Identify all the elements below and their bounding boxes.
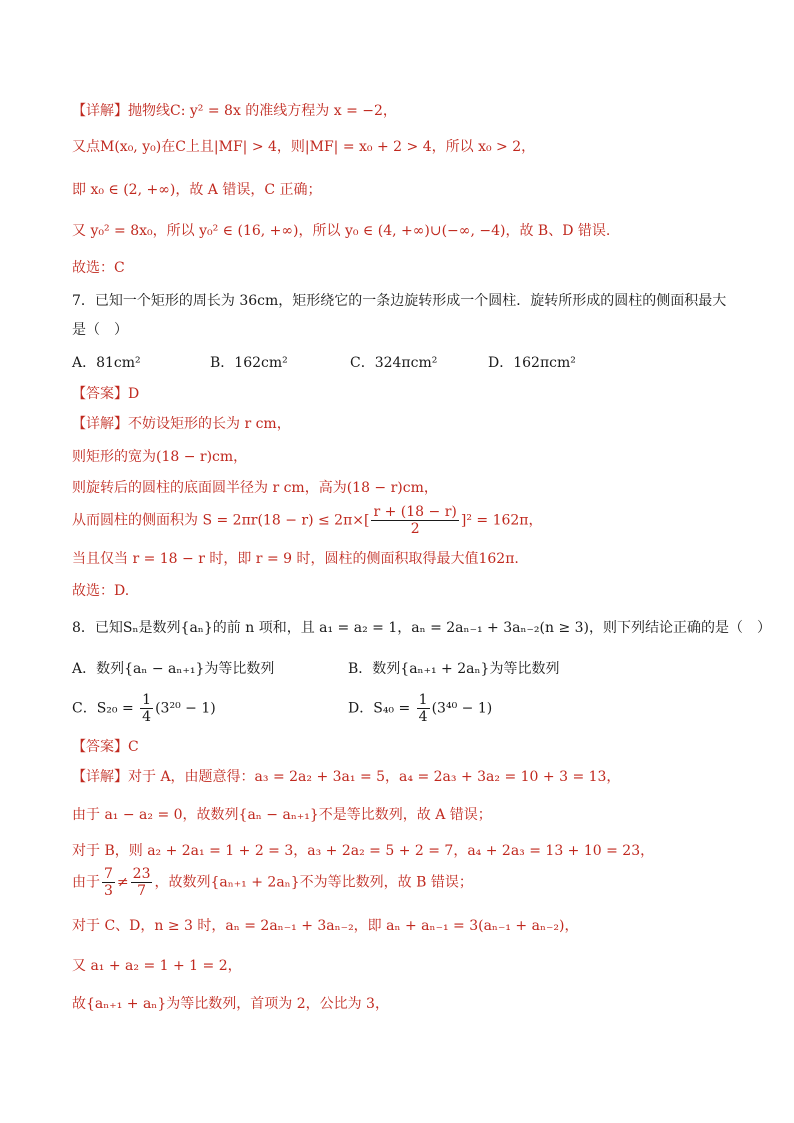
fraction (140, 692, 153, 725)
q8-answer-line (72, 736, 139, 758)
q6-detail-line-4: 又 y₀² = 8x₀，所以 y₀² ∈ (16, +∞)，所以 y₀ ∈ (4, +∞)∪(−∞, −4)，故 B、D 错误. (72, 223, 611, 239)
q6-detail-line-1 (72, 100, 397, 122)
q8-answer: C (128, 739, 139, 755)
q8-detail-line-6: 又 a₁ + a₂ = 1 + 1 = 2， (72, 958, 242, 974)
fraction-denominator: 4 (418, 709, 428, 725)
answer-tag: 【答案】 (72, 739, 128, 755)
fraction-numerator: 7 (104, 866, 113, 882)
fraction-denominator: 2 (410, 521, 420, 537)
fraction-denominator: 3 (104, 883, 113, 899)
q8-detail-text-1: 对于 A，由题意得：a₃ = 2a₂ + 3a₁ = 5，a₄ = 2a₃ + 3a₂ = 10 + 3 = 13， (128, 769, 621, 785)
q7-choice: 故选：D. (72, 583, 130, 599)
q6-detail-line-3: 即 x₀ ∈ (2, +∞)，故 A 错误，C 正确； (72, 182, 322, 198)
fraction-denominator: 4 (142, 709, 152, 725)
q8-option-d-post: (3⁴⁰ − 1) (431, 700, 493, 717)
q8-detail-line-5: 对于 C、D，n ≥ 3 时，aₙ = 2aₙ₋₁ + 3aₙ₋₂，即 aₙ + aₙ₋₁ = 3(aₙ₋₁ + aₙ₋₂)， (72, 918, 579, 934)
q8-option-d (348, 692, 492, 725)
detail-tag: 【详解】 (72, 769, 128, 785)
q7-option-c: C．324πcm² (350, 355, 438, 371)
q7-detail-4-post: ]² = 162π， (460, 512, 543, 529)
q7-answer-line (72, 383, 139, 405)
fraction-denominator: 7 (137, 883, 147, 899)
q7-option-d: D．162πcm² (488, 355, 576, 371)
fraction (417, 692, 430, 725)
fraction (371, 504, 458, 537)
q8-detail-line-1 (72, 766, 620, 788)
q8-stem: 8．已知Sₙ是数列{aₙ}的前 n 项和，且 a₁ = a₂ = 1，aₙ = 2aₙ₋₁ + 3aₙ₋₂(n ≥ 3)，则下列结论正确的是（ ） (72, 620, 771, 636)
q7-detail-line-2: 则矩形的宽为(18 − r)cm， (72, 449, 248, 465)
q7-detail-line-1 (72, 413, 291, 435)
q7-detail-line-3: 则旋转后的圆柱的底面圆半径为 r cm，高为(18 − r)cm， (72, 480, 438, 496)
fraction-numerator: r + (18 − r) (373, 504, 457, 520)
not-equal-sign: ≠ (116, 874, 129, 891)
fraction-numerator: 1 (418, 692, 428, 708)
fraction-numerator: 1 (142, 692, 152, 708)
q6-detail-line-2: 又点M(x₀, y₀)在C上且|MF| > 4，则|MF| = x₀ + 2 > 4，所以 x₀ > 2， (72, 139, 536, 155)
q8-detail-4-pre: 由于 (72, 874, 100, 891)
fraction-numerator: 23 (132, 866, 151, 882)
q7-detail-4-pre: 从而圆柱的侧面积为 S = 2πr(18 − r) ≤ 2π×[ (72, 512, 370, 529)
fraction (131, 866, 153, 899)
q8-detail-line-4 (72, 866, 473, 899)
q7-stem-line-2: 是（ ） (72, 322, 128, 338)
q7-detail-line-4 (72, 504, 543, 537)
detail-tag: 【详解】 (72, 103, 128, 119)
q8-option-a: A．数列{aₙ − aₙ₊₁}为等比数列 (72, 661, 275, 677)
q7-option-a: A．81cm² (72, 355, 141, 371)
detail-tag: 【详解】 (72, 416, 128, 432)
q7-detail-line-5: 当且仅当 r = 18 − r 时，即 r = 9 时，圆柱的侧面积取得最大值162π. (72, 551, 519, 567)
fraction (102, 866, 115, 899)
q6-detail-text-1: 抛物线C: y² = 8x 的准线方程为 x = −2， (128, 103, 397, 119)
q8-detail-4-post: ，故数列{aₙ₊₁ + 2aₙ}不为等比数列，故 B 错误； (154, 874, 473, 891)
q8-option-c-post: (3²⁰ − 1) (155, 700, 216, 717)
q8-option-c-pre: C．S₂₀ = (72, 700, 139, 717)
q6-choice: 故选：C (72, 260, 125, 276)
q7-detail-text-1: 不妨设矩形的长为 r cm， (128, 416, 291, 432)
q8-option-b: B．数列{aₙ₊₁ + 2aₙ}为等比数列 (348, 661, 560, 677)
q8-detail-line-7: 故{aₙ₊₁ + aₙ}为等比数列，首项为 2，公比为 3， (72, 996, 389, 1012)
q7-answer: D (128, 386, 140, 402)
q8-option-d-pre: D．S₄₀ = (348, 700, 415, 717)
q7-stem-line-1: 7．已知一个矩形的周长为 36cm，矩形绕它的一条边旋转形成一个圆柱．旋转所形成的圆柱的侧面积最大 (72, 293, 727, 309)
q7-option-b: B．162cm² (210, 355, 288, 371)
q8-detail-line-3: 对于 B，则 a₂ + 2a₁ = 1 + 2 = 3，a₃ + 2a₂ = 5 + 2 = 7，a₄ + 2a₃ = 13 + 10 = 23， (72, 843, 655, 859)
q8-detail-line-2: 由于 a₁ − a₂ = 0，故数列{aₙ − aₙ₊₁}不是等比数列，故 A 错误； (72, 807, 492, 823)
answer-tag: 【答案】 (72, 386, 128, 402)
q8-option-c (72, 692, 216, 725)
